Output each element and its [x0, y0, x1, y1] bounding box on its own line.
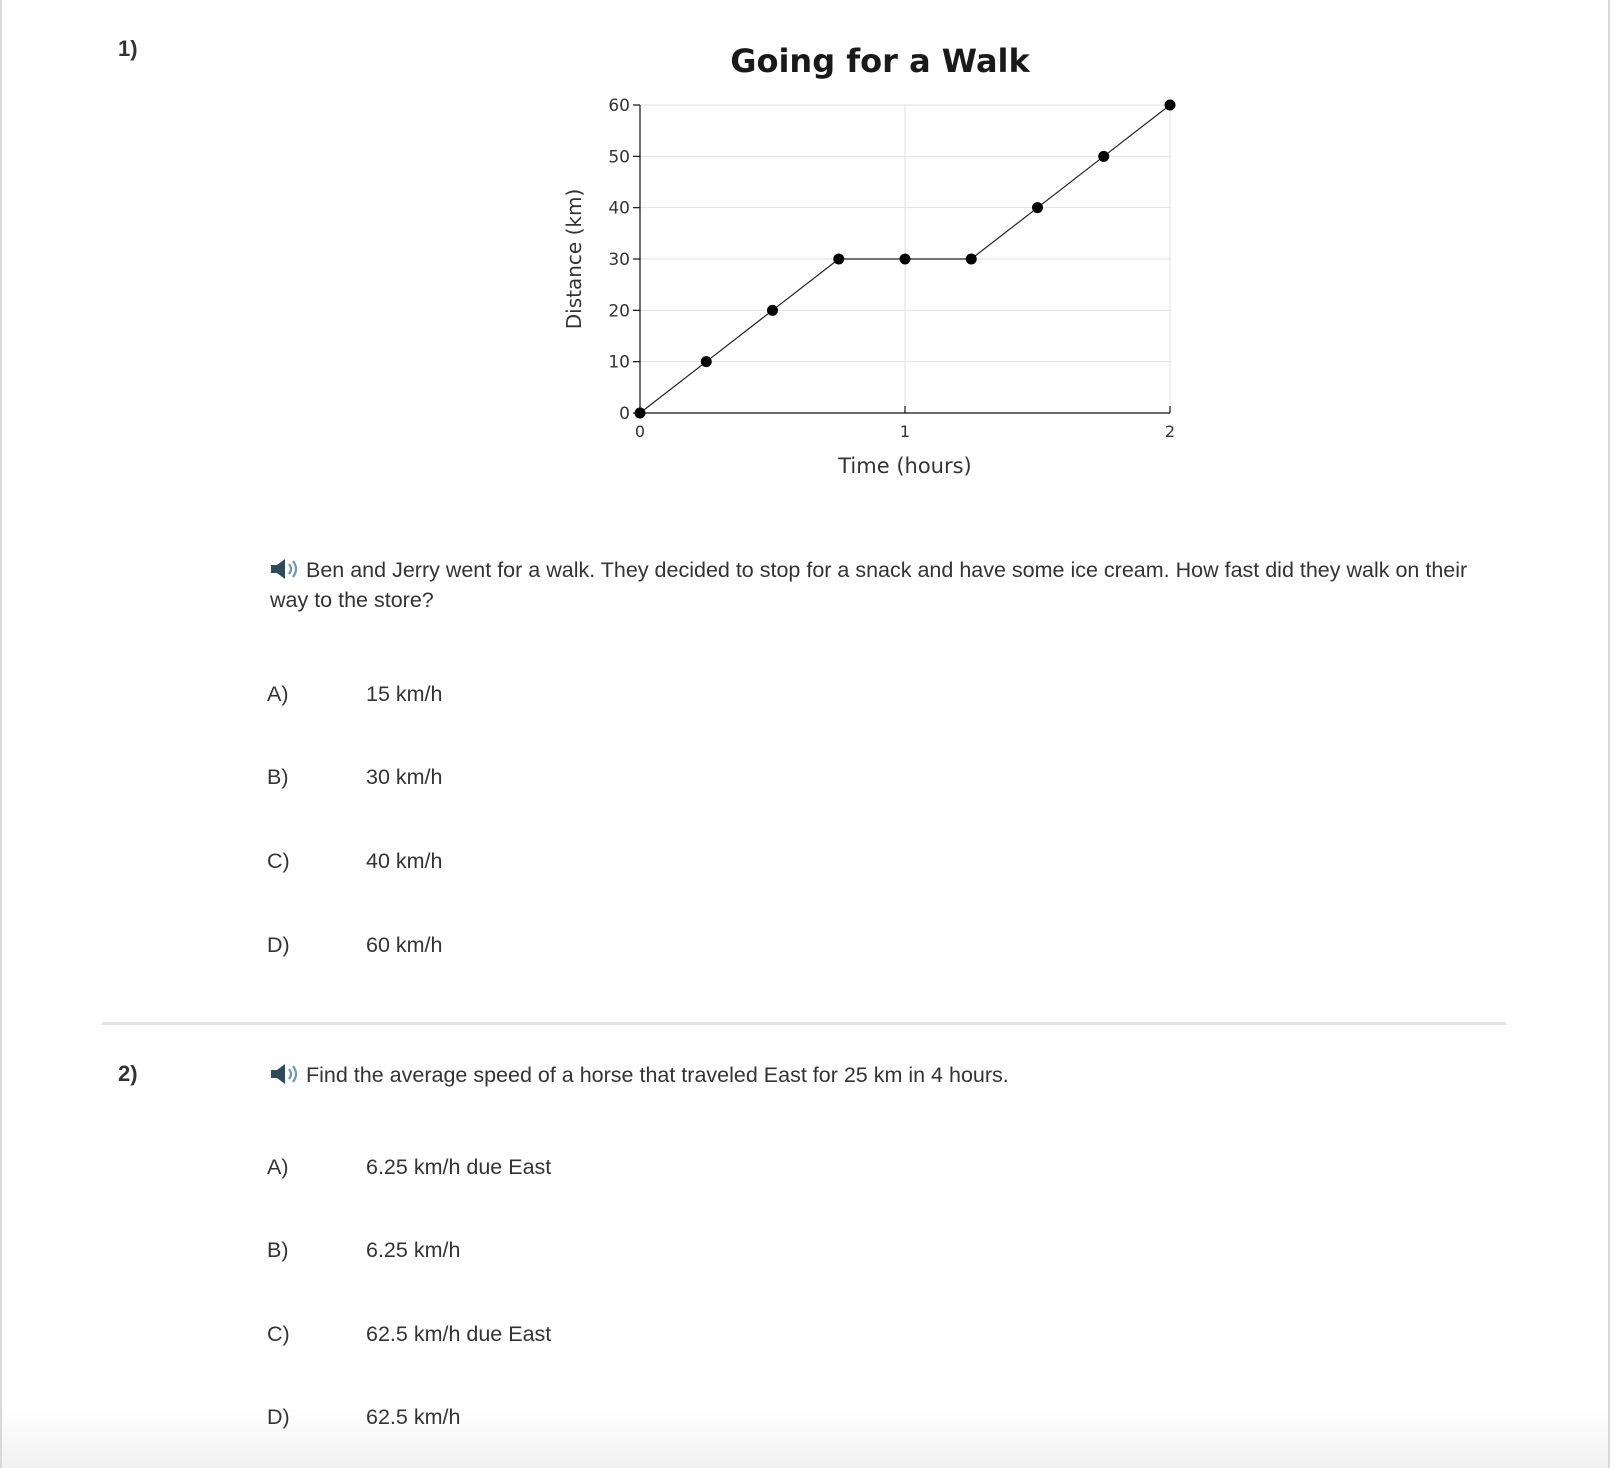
y-tick-label: 60 — [608, 96, 630, 116]
y-tick-label: 50 — [608, 147, 630, 168]
x-ticks — [635, 406, 1175, 441]
q1-option-a-letter[interactable]: A) — [267, 682, 289, 706]
data-point — [1032, 202, 1043, 213]
q2-option-d-text[interactable]: 62.5 km/h — [366, 1405, 461, 1429]
chart — [540, 30, 1240, 490]
x-tick-label: 2 — [1164, 422, 1176, 441]
data-point — [1098, 151, 1109, 162]
question-divider — [102, 1022, 1506, 1025]
data-point — [900, 254, 911, 265]
q1-option-c-text[interactable]: 40 km/h — [366, 849, 443, 873]
y-tick-label: 0 — [619, 404, 630, 424]
q2-option-b-text[interactable]: 6.25 km/h — [366, 1238, 461, 1262]
bottom-shade — [2, 1408, 1608, 1468]
x-axis-label: Time (hours) — [838, 454, 972, 478]
y-ticks — [608, 96, 640, 424]
chart-title: Going for a Walk — [730, 42, 1030, 80]
x-tick-label: 0 — [634, 422, 646, 441]
y-tick-label: 40 — [608, 198, 630, 219]
question-2-text: Find the average speed of a horse that traveled East for 25 km in 4 hours. — [306, 1063, 1009, 1087]
data-point — [701, 356, 712, 367]
y-axis-label: Distance (km) — [562, 188, 586, 330]
question-2-text-block — [270, 1060, 1480, 1090]
q1-option-b-letter[interactable]: B) — [267, 765, 289, 789]
y-tick-label: 30 — [608, 250, 630, 270]
x-tick-label: 1 — [899, 422, 911, 441]
q1-option-c-letter[interactable]: C) — [267, 849, 290, 873]
q2-option-c-letter[interactable]: C) — [267, 1322, 290, 1346]
q1-option-d-text[interactable]: 60 km/h — [366, 933, 443, 957]
question-1-text: Ben and Jerry went for a walk. They decided to stop for a snack and have some ice cream. How fast did they walk on their way to the store? — [270, 558, 1468, 612]
question-2-number: 2) — [118, 1061, 138, 1086]
q1-option-b-text[interactable]: 30 km/h — [366, 765, 443, 789]
data-point — [1165, 100, 1176, 111]
q1-option-d-letter[interactable]: D) — [267, 933, 290, 957]
speaker-icon[interactable] — [270, 1063, 302, 1085]
y-tick-label: 10 — [608, 352, 630, 373]
q2-option-c-text[interactable]: 62.5 km/h due East — [366, 1322, 552, 1346]
question-1-number: 1) — [118, 36, 138, 61]
question-1-text-block — [270, 555, 1480, 615]
q2-option-a-text[interactable]: 6.25 km/h due East — [366, 1155, 552, 1179]
q1-option-a-text[interactable]: 15 km/h — [366, 682, 443, 706]
q2-option-b-letter[interactable]: B) — [267, 1238, 289, 1262]
q2-option-d-letter[interactable]: D) — [267, 1405, 290, 1429]
q2-option-a-letter[interactable]: A) — [267, 1155, 289, 1179]
speaker-icon[interactable] — [270, 558, 302, 580]
data-point — [833, 254, 844, 265]
data-point — [767, 305, 778, 316]
data-point — [966, 254, 977, 265]
y-tick-label: 20 — [608, 301, 630, 322]
data-point — [635, 408, 646, 419]
